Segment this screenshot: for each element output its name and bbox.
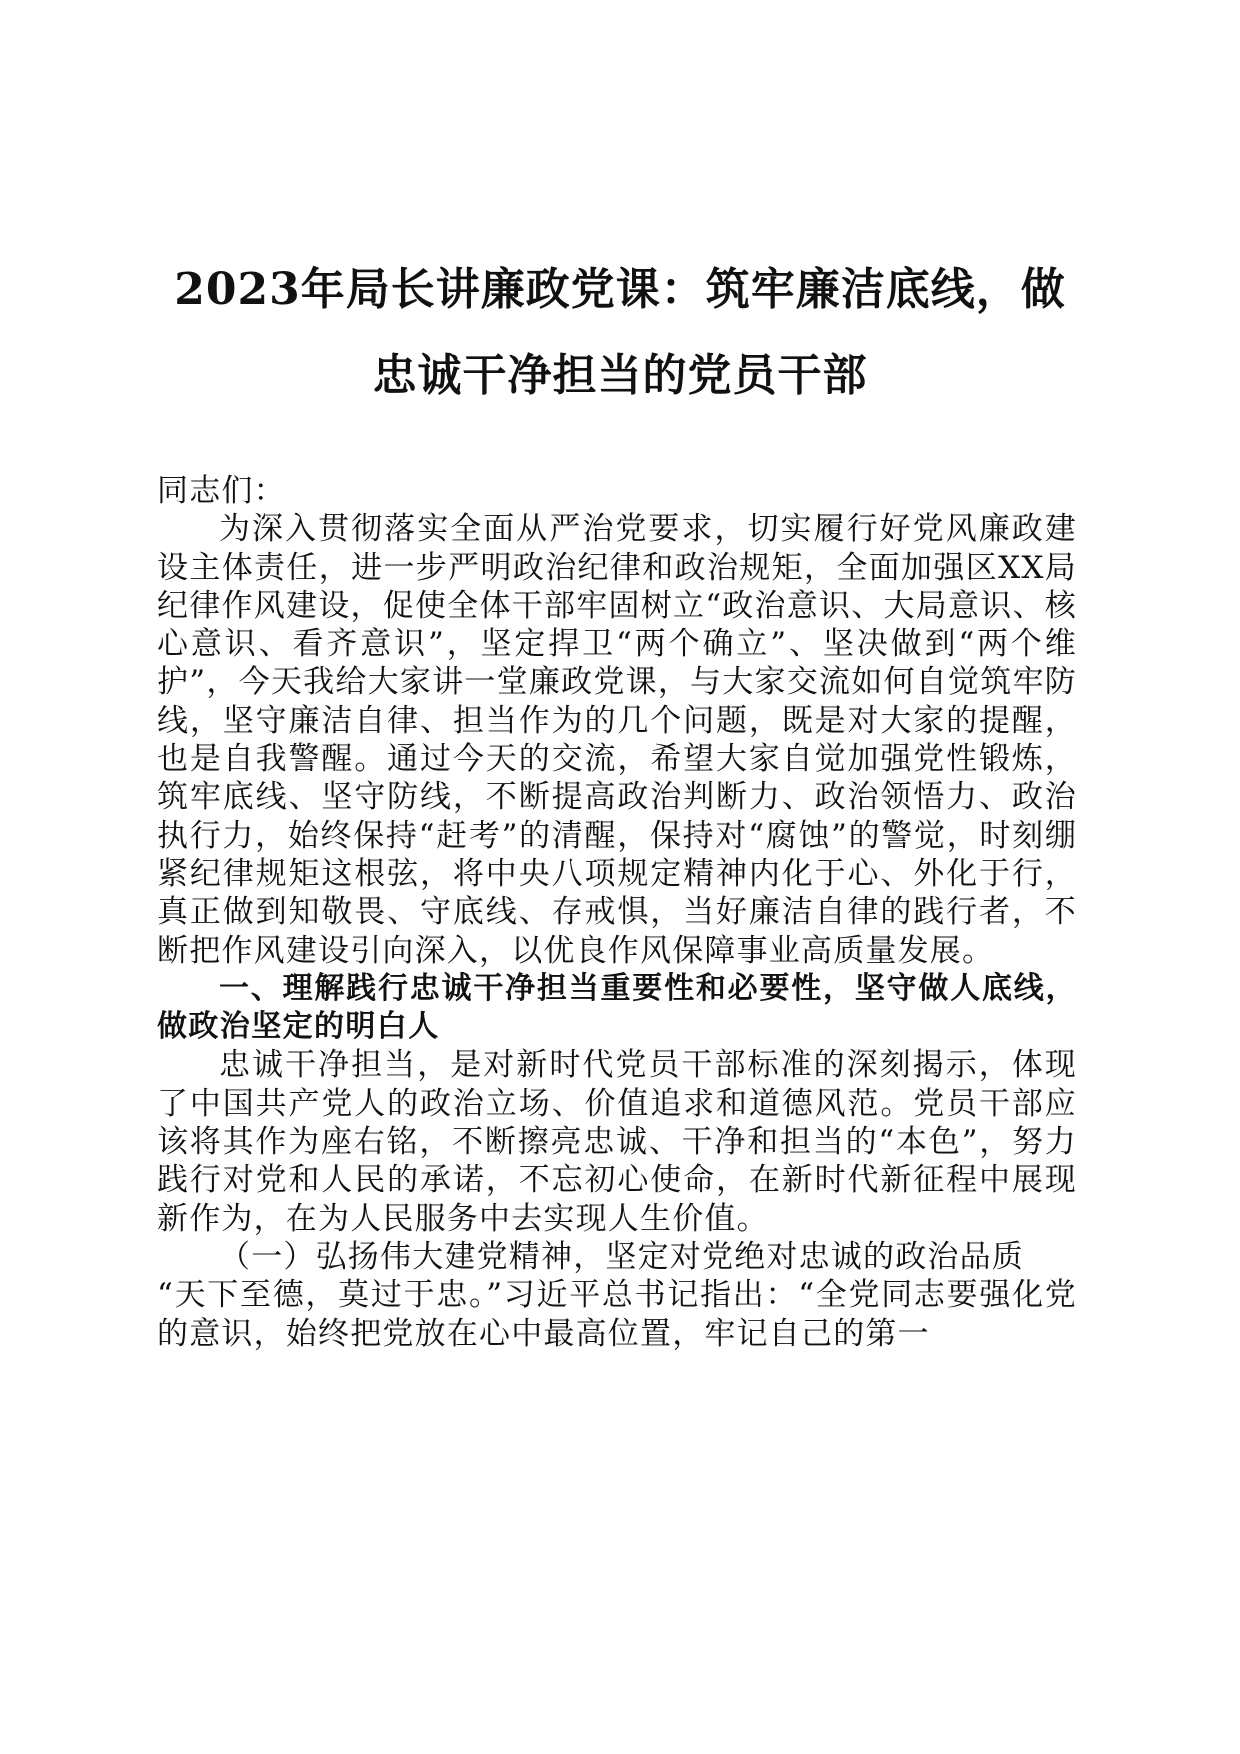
greeting: 同志们： bbox=[157, 473, 286, 509]
intro-paragraph: 为深入贯彻落实全面从严治党要求，切实履行好党风廉政建设主体责任，进一步严明政治纪律和政治规矩，全面加强区XX局纪律作风建设，促使全体干部牢固树立“政治意识、大局意识、核心意识、看齐意识”，坚定捍卫“两个确立”、坚决做到“两个维护”，今天我给大家讲一堂廉政党课，与大家交流如何自觉筑牢防线，坚守廉洁自律、担当作为的几个问题，既是对大家的提醒，也是自我警醒。通过今天的交流，希望大家自觉加强党性锻炼，筑牢底线、坚守防线，不断提高政治判断力、政治领悟力、政治执行力，始终保持“赶考”的清醒，保持对“腐蚀”的警觉，时刻绷紧纪律规矩这根弦，将中央八项规定精神内化于心、外化于行，真正做到知敬畏、守底线、存戒惧，当好廉洁自律的践行者，不断把作风建设引向深入，以优良作风保障事业高质量发展。 bbox=[157, 511, 1077, 969]
section-1-paragraph: 忠诚干净担当，是对新时代党员干部标准的深刻揭示，体现了中国共产党人的政治立场、价值追求和道德风范。党员干部应该将其作为座右铭，不断擦亮忠诚、干净和担当的“本色”，努力践行对党和人民的承诺，不忘初心使命，在新时代新征程中展现新作为，在为人民服务中去实现人生价值。 bbox=[157, 1047, 1077, 1237]
title-line-1: 2023年局长讲廉政党课：筑牢廉洁底线，做 bbox=[174, 264, 1066, 315]
document-body bbox=[157, 472, 1077, 1353]
section-heading-1: 一、理解践行忠诚干净担当重要性和必要性，坚守做人底线，做政治坚定的明白人 bbox=[157, 970, 1077, 1045]
title-line-2: 忠诚干净担当的党员干部 bbox=[372, 350, 868, 401]
document-title bbox=[155, 247, 1085, 419]
subsection-heading-1: （一）弘扬伟大建党精神，坚定对党绝对忠诚的政治品质 bbox=[219, 1238, 1024, 1275]
subsection-1-paragraph: “天下至德，莫过于忠。”习近平总书记指出：“全党同志要强化党的意识，始终把党放在心中最高位置，牢记自己的第一 bbox=[157, 1277, 1077, 1352]
